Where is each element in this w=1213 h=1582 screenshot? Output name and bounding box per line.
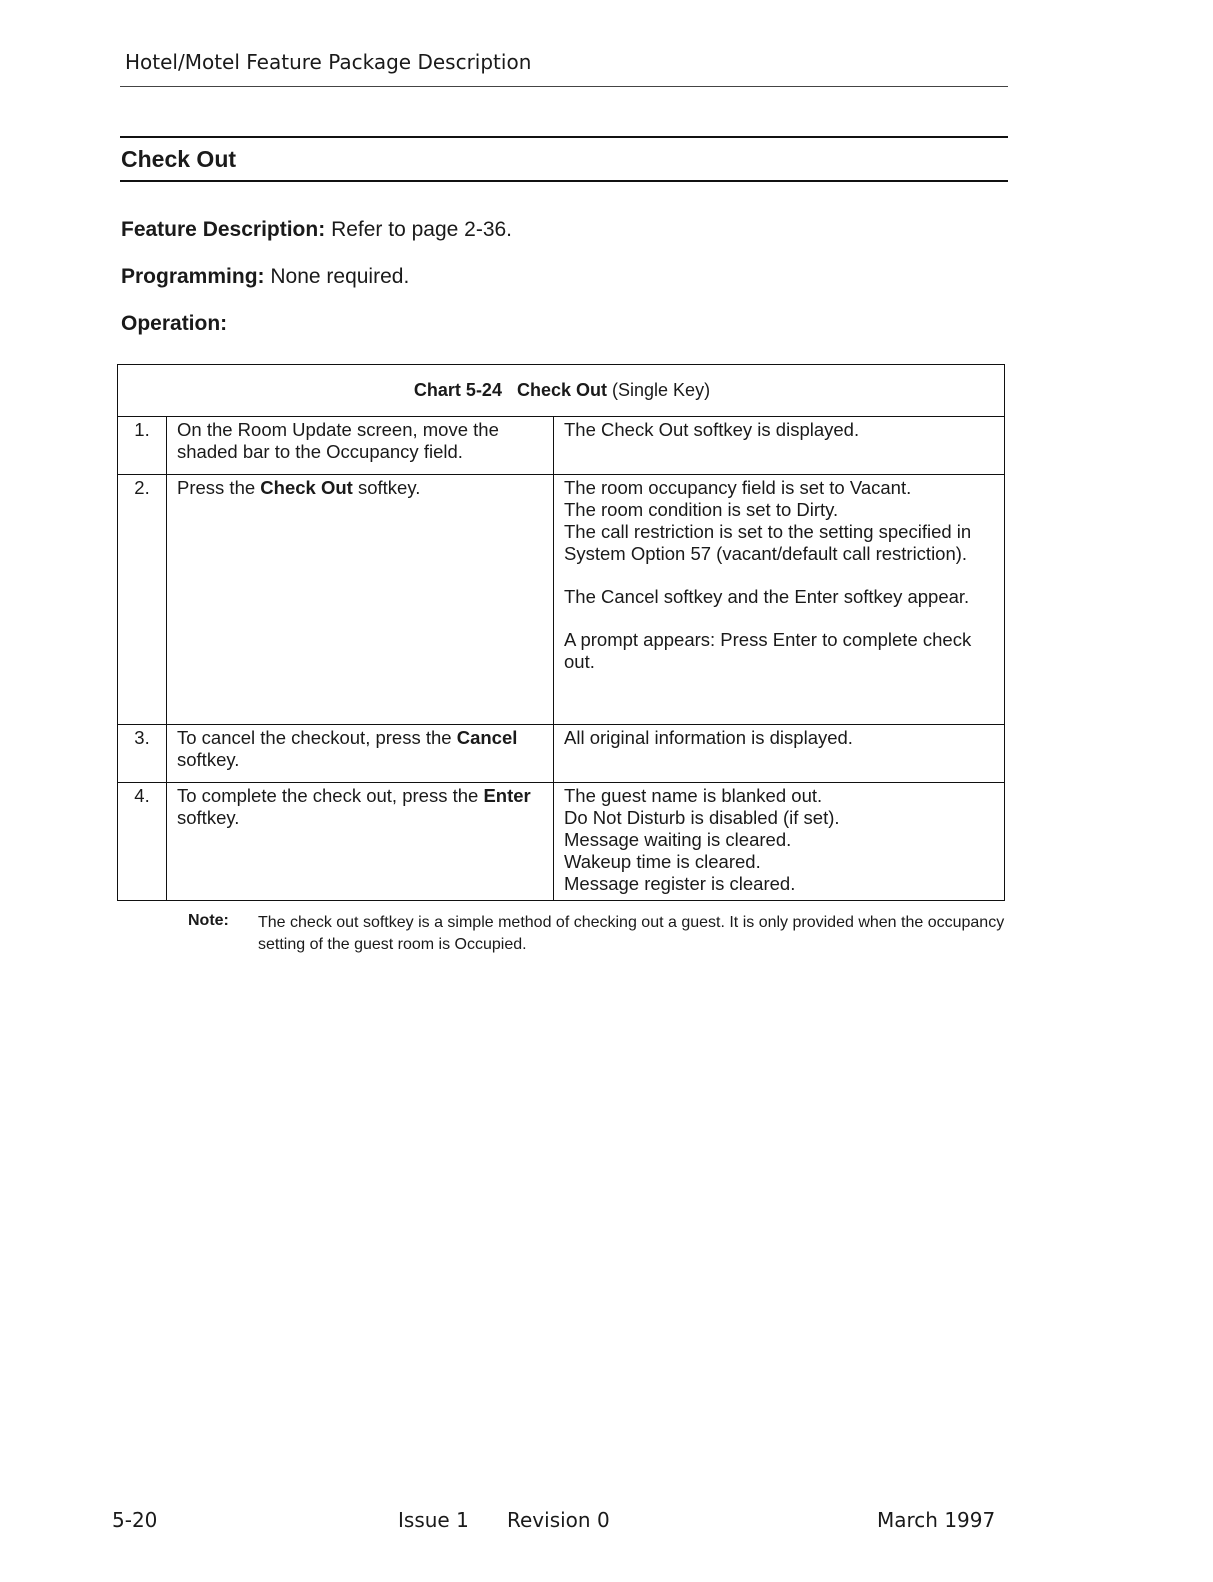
header-rule: [120, 86, 1008, 87]
step-number: 1.: [118, 417, 167, 475]
step-result: [554, 783, 1005, 901]
feature-description-value: Refer to page 2-36.: [331, 218, 513, 241]
result-line: Do Not Disturb is disabled (if set).: [564, 807, 840, 828]
chart-caption-row: [118, 365, 1005, 417]
action-text: softkey.: [177, 749, 240, 770]
programming-label: Programming:: [121, 265, 265, 288]
result-line: The Check Out softkey is displayed.: [564, 419, 860, 440]
footer-revision: Revision 0: [507, 1508, 610, 1532]
result-line: The guest name is blanked out.: [564, 785, 823, 806]
result-line: The room condition is set to Dirty.: [564, 499, 839, 520]
step-result: [554, 725, 1005, 783]
result-line: Message register is cleared.: [564, 873, 796, 894]
step-number: 4.: [118, 783, 167, 901]
result-line: All original information is displayed.: [564, 727, 853, 748]
step-action: [167, 725, 554, 783]
action-text: softkey.: [177, 807, 240, 828]
step-result: [554, 417, 1005, 475]
note-text: The check out softkey is a simple method of checking out a guest. It is only provided when the occupancy setting of the guest room is Occupied.: [258, 914, 1005, 953]
softkey-name: Check Out: [260, 477, 353, 498]
section-top-rule: [120, 136, 1008, 138]
action-text: Press the: [177, 477, 256, 498]
paragraph-gap: [564, 608, 996, 629]
chart-caption: [118, 365, 1005, 417]
step-action: [167, 783, 554, 901]
chart-subtitle: (Single Key): [612, 380, 711, 400]
result-line: The Cancel softkey and the Enter softkey appear.: [564, 586, 970, 607]
note-label: Note:: [188, 912, 229, 929]
footer-issue: Issue 1: [398, 1508, 469, 1532]
operation: [121, 312, 227, 336]
table-row: [118, 417, 1005, 475]
step-action: On the Room Update screen, move the shaded bar to the Occupancy field.: [167, 417, 554, 475]
step-action: [167, 475, 554, 725]
result-line: The room occupancy field is set to Vacant.: [564, 477, 912, 498]
operation-label: Operation:: [121, 312, 228, 335]
action-text: To cancel the checkout, press the: [177, 727, 452, 748]
check-out-chart: [117, 364, 1005, 901]
result-line: Wakeup time is cleared.: [564, 851, 761, 872]
section-bottom-rule: [120, 180, 1008, 182]
footer-page-number: 5-20: [112, 1508, 158, 1532]
section-title: Check Out: [121, 146, 237, 172]
running-header: Hotel/Motel Feature Package Description: [125, 50, 532, 74]
programming-value: None required.: [270, 265, 410, 288]
softkey-name: Enter: [483, 785, 531, 806]
result-line: The call restriction is set to the setting specified in System Option 57 (vacant/default call restriction).: [564, 521, 972, 564]
chart-title: Check Out: [516, 380, 607, 400]
feature-description: [121, 218, 512, 242]
result-line: A prompt appears: Press Enter to complete check out.: [564, 629, 972, 672]
table-row: [118, 475, 1005, 725]
chart-number: Chart 5-24: [413, 380, 502, 400]
step-result: [554, 475, 1005, 725]
table-row: [118, 783, 1005, 901]
programming: [121, 265, 409, 289]
action-text: To complete the check out, press the: [177, 785, 479, 806]
step-number: 2.: [118, 475, 167, 725]
softkey-name: Cancel: [456, 727, 518, 748]
step-number: 3.: [118, 725, 167, 783]
table-row: [118, 725, 1005, 783]
action-text: softkey.: [357, 477, 421, 498]
result-line: Message waiting is cleared.: [564, 829, 792, 850]
footer-date: March 1997: [877, 1508, 996, 1532]
paragraph-gap: [564, 565, 996, 586]
feature-description-label: Feature Description:: [121, 218, 326, 241]
